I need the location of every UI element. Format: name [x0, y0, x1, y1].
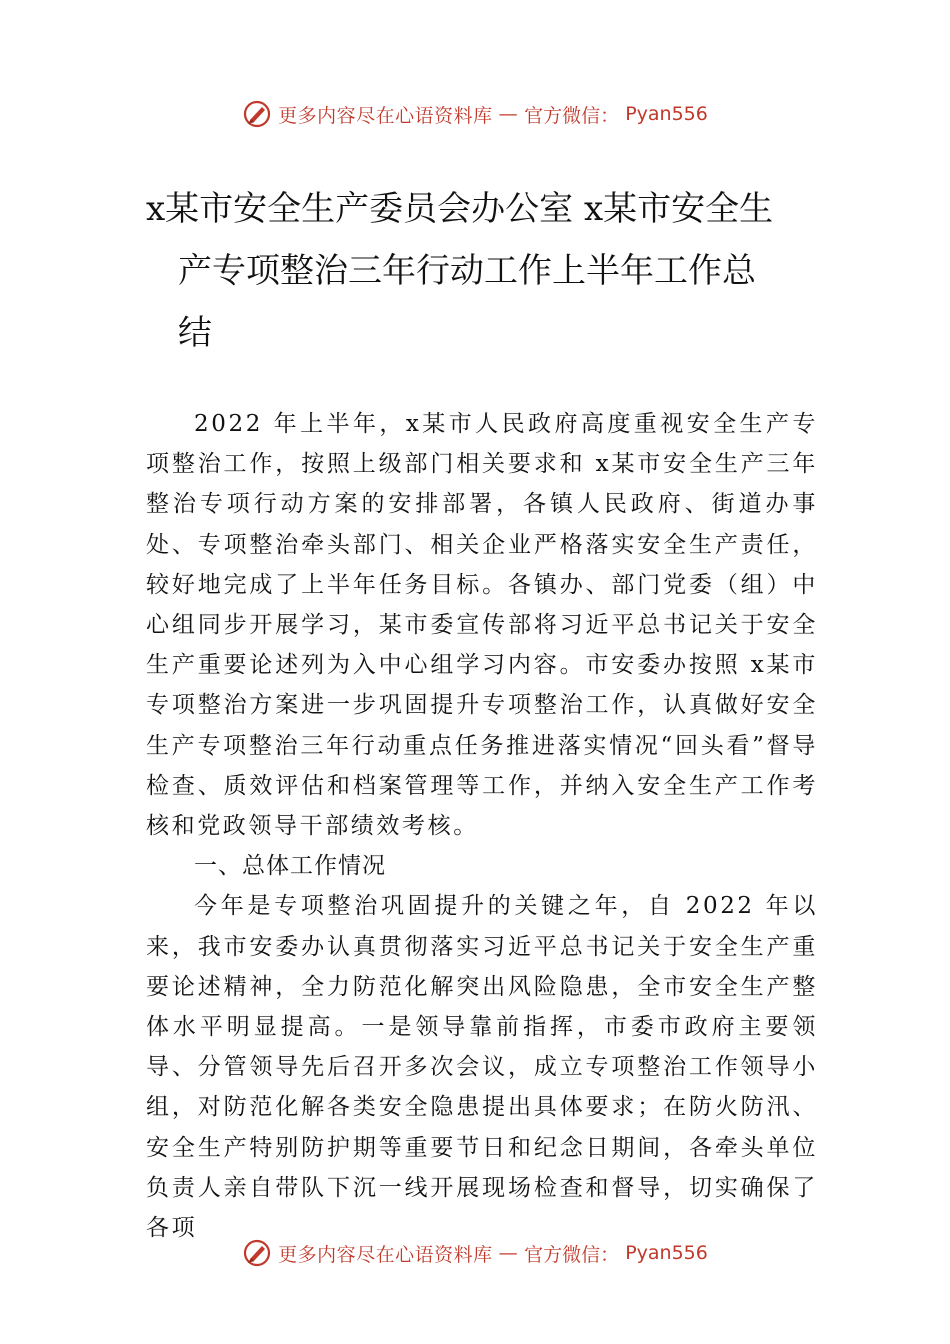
document-title — [146, 178, 826, 364]
paragraph-intro: 2022 年上半年，x某市人民政府高度重视安全生产专项整治工作，按照上级部门相关要求和 x某市安全生产三年整治专项行动方案的安排部署，各镇人民政府、街道办事处、专项整治牵头部门、相关企业严格落实安全生产责任，较好地完成了上半年任务目标。各镇办、部门党委（组）中心组同步开展学习，某市委宣传部将习近平总书记关于安全生产重要论述列为入中心组学习内容。市安委办按照 x某市专项整治方案进一步巩固提升专项整治工作，认真做好安全生产专项整治三年行动重点任务推进落实情况“回头看”督导检查、质效评估和档案管理等工作，并纳入安全生产工作考核和党政领导干部绩效考核。 — [146, 411, 818, 840]
title-line-2: 产专项整治三年行动工作上半年工作总 — [178, 251, 756, 291]
pen-seal-icon — [242, 99, 272, 129]
header-banner — [0, 96, 950, 132]
footer-banner — [0, 1235, 950, 1271]
banner-separator: — — [498, 103, 519, 125]
banner-wechat-label: 官方微信： — [524, 104, 620, 127]
banner-wechat-id: Pyan556 — [625, 103, 708, 125]
banner-text: 更多内容尽在心语资料库 — [278, 1243, 493, 1266]
document-body — [146, 404, 818, 1248]
banner-wechat-id: Pyan556 — [625, 1242, 708, 1264]
banner-separator: — — [498, 1242, 519, 1264]
title-line-3: 结 — [178, 313, 212, 353]
banner-wechat-label: 官方微信： — [524, 1243, 620, 1266]
pen-seal-icon — [242, 1238, 272, 1268]
paragraph-overview: 今年是专项整治巩固提升的关键之年，自 2022 年以来，我市安委办认真贯彻落实习近平总书记关于安全生产重要论述精神，全力防范化解突出风险隐患，全市安全生产整体水平明显提高。一是领导靠前指挥，市委市政府主要领导、分管领导先后召开多次会议，成立专项整治工作领导小组，对防范化解各类安全隐患提出具体要求；在防火防汛、安全生产特别防护期等重要节日和纪念日期间，各牵头单位负责人亲自带队下沉一线开展现场检查和督导，切实确保了各项 — [146, 893, 818, 1242]
title-line-1: x某市安全生产委员会办公室 x某市安全生 — [146, 189, 774, 229]
section-heading-1: 一、总体工作情况 — [194, 853, 386, 880]
banner-text: 更多内容尽在心语资料库 — [278, 104, 493, 127]
